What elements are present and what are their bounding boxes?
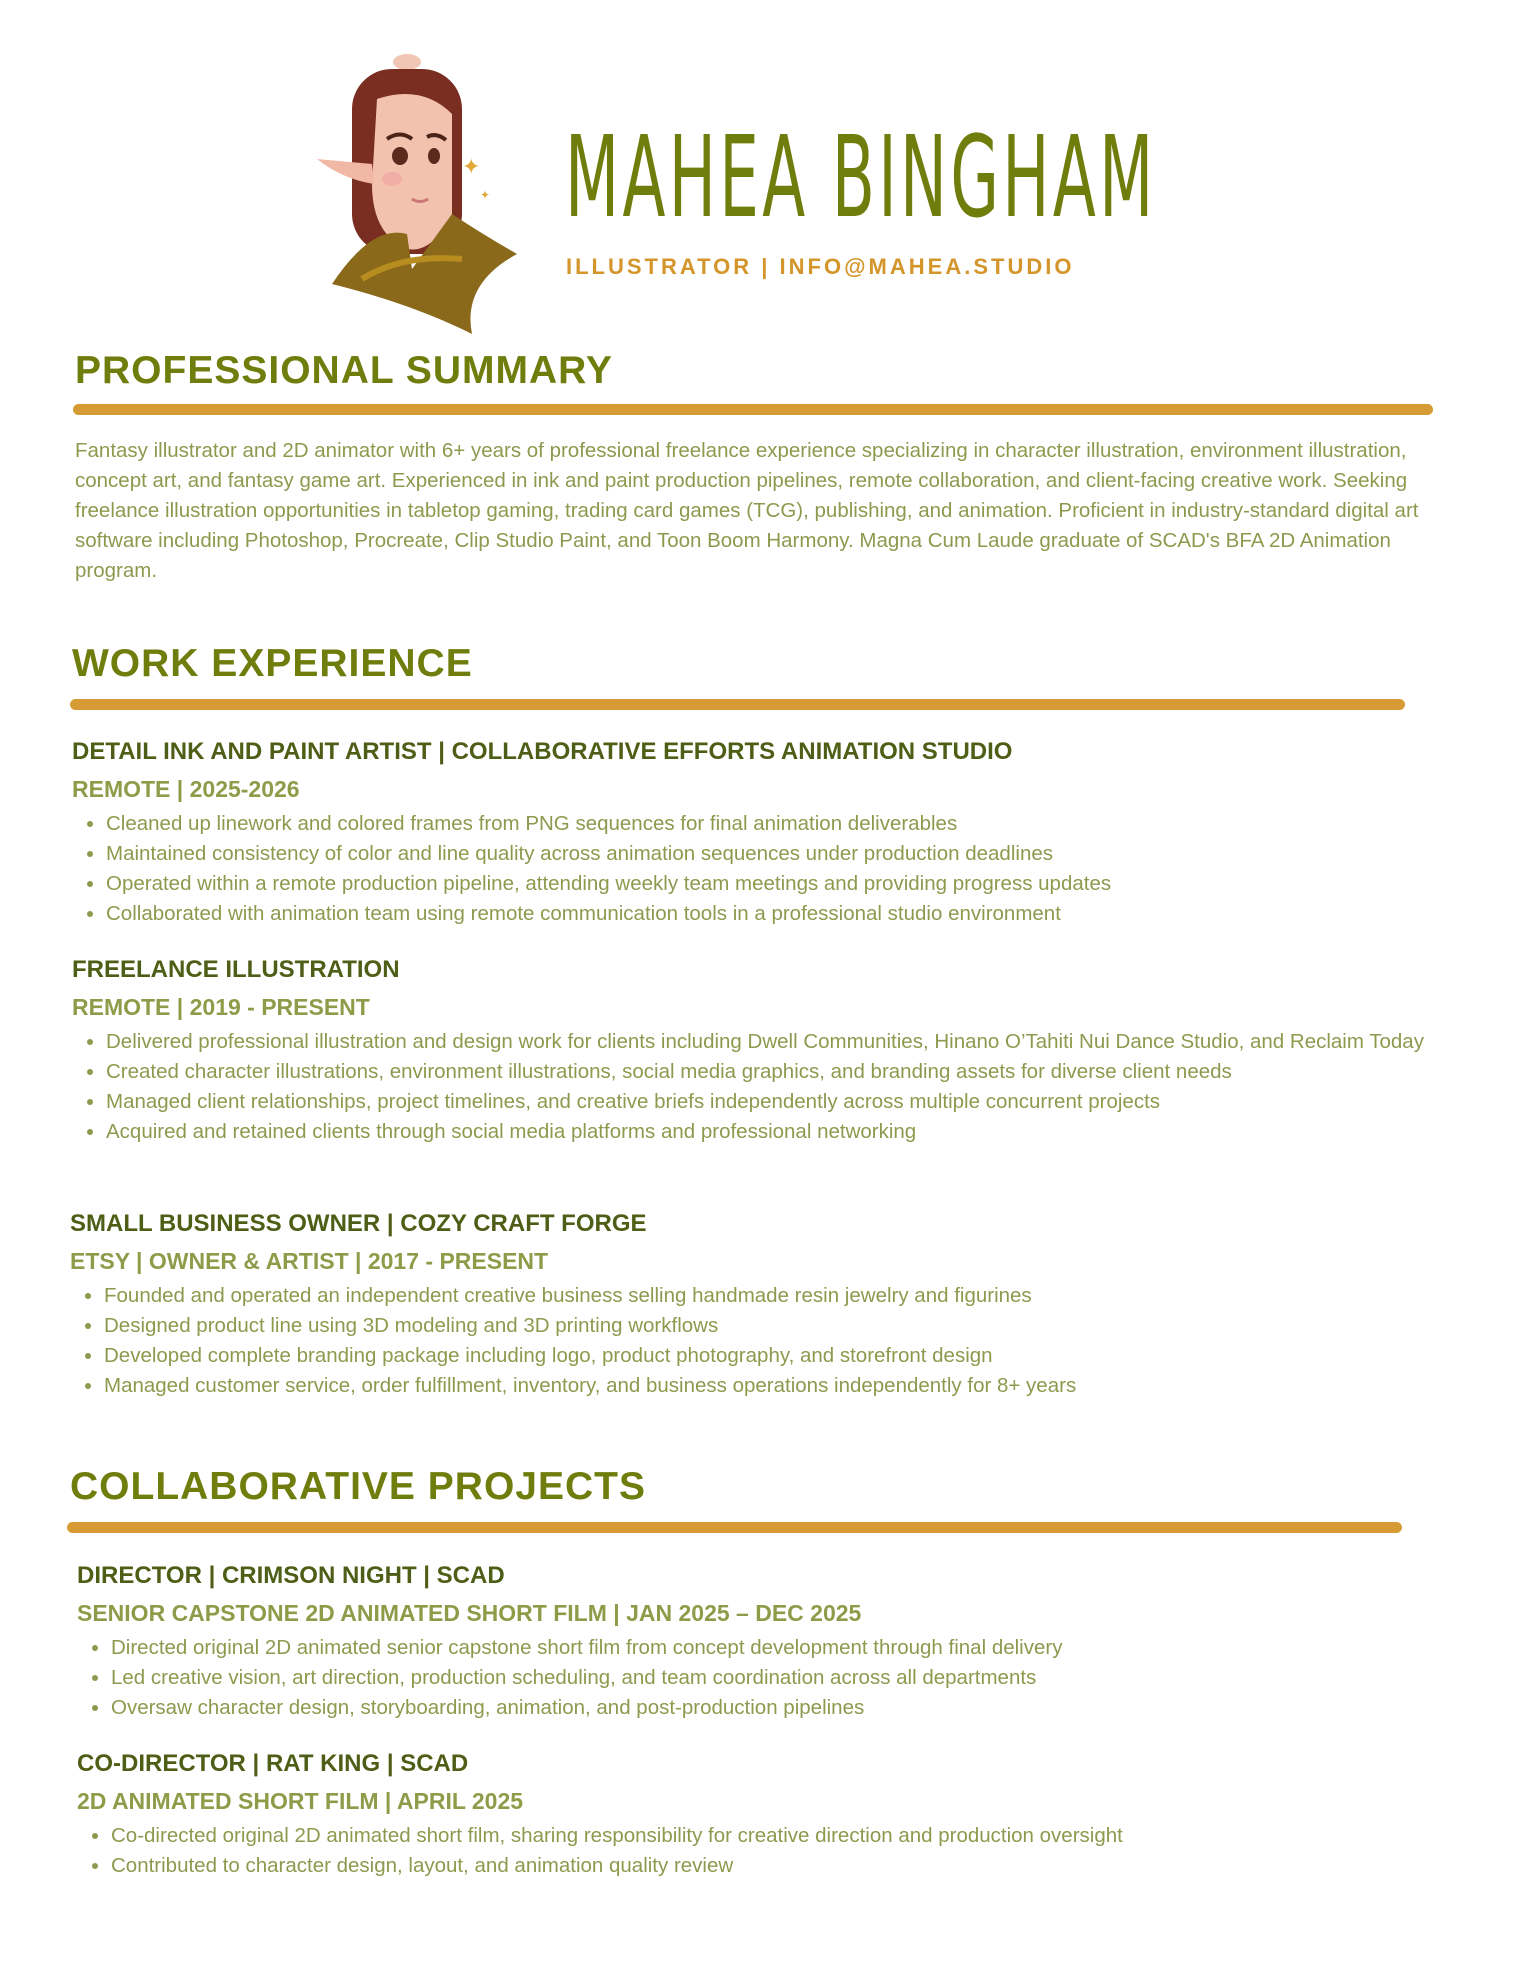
bullet-item: • Acquired and retained clients through social media platforms and professional networking — [106, 1117, 1432, 1147]
bullet-item: • Maintained consistency of color and line quality across animation sequences under production deadlines — [106, 839, 1432, 869]
projects-heading: COLLABORATIVE PROJECTS — [70, 1465, 646, 1508]
portrait-illustration — [312, 44, 527, 334]
job-bullets — [72, 809, 1432, 929]
project-subtitle: 2D ANIMATED SHORT FILM | APRIL 2025 — [77, 1788, 524, 1814]
job-bullets — [72, 1027, 1432, 1147]
job-subtitle: REMOTE | 2025-2026 — [72, 776, 300, 802]
mouse-icon — [393, 54, 421, 70]
bullet-item: • Managed client relationships, project timelines, and creative briefs independently across multiple concurrent projects — [106, 1087, 1432, 1117]
job-subtitle: REMOTE | 2019 - PRESENT — [72, 994, 370, 1020]
project-subtitle: SENIOR CAPSTONE 2D ANIMATED SHORT FILM | JAN 2025 – DEC 2025 — [77, 1600, 862, 1626]
bullet-item: • Cleaned up linework and colored frames from PNG sequences for final animation deliverables — [106, 809, 1432, 839]
project-title: DIRECTOR | CRIMSON NIGHT | SCAD — [77, 1562, 505, 1589]
divider-bar — [67, 1522, 1402, 1533]
bullet-item: • Directed original 2D animated senior capstone short film from concept development through final delivery — [111, 1633, 1437, 1663]
divider-bar — [73, 404, 1433, 415]
bullet-item: • Contributed to character design, layout, and animation quality review — [111, 1851, 1437, 1881]
summary-text: Fantasy illustrator and 2D animator with 6+ years of professional freelance experience specializing in character illustration, environment illustration, concept art, and fantasy game art. Experienced in ink and paint production pipelines, remote collaboration, and client-facing creative work. Seeking freelance illustration opportunities in tabletop gaming, trading card games (TCG), publishing, and animation. Proficient in industry-standard digital art software including Photoshop, Procreate, Clip Studio Paint, and Toon Boom Harmony. Magna Cum Laude graduate of SCAD's BFA 2D Animation program. — [75, 439, 1419, 582]
face — [372, 94, 452, 250]
project-entry — [77, 1561, 1437, 1723]
job-subtitle: ETSY | OWNER & ARTIST | 2017 - PRESENT — [70, 1248, 549, 1274]
job-entry — [70, 1209, 1430, 1401]
bullet-item: • Co-directed original 2D animated short film, sharing responsibility for creative direction and production oversight — [111, 1821, 1437, 1851]
job-title: DETAIL INK AND PAINT ARTIST | COLLABORATIVE EFFORTS ANIMATION STUDIO — [72, 738, 1013, 765]
bullet-item: • Managed customer service, order fulfillment, inventory, and business operations independently for 8+ years — [104, 1371, 1430, 1401]
bullet-item: • Created character illustrations, environment illustrations, social media graphics, and branding assets for diverse client needs — [106, 1057, 1432, 1087]
job-title: SMALL BUSINESS OWNER | COZY CRAFT FORGE — [70, 1210, 647, 1237]
job-entry — [72, 955, 1432, 1147]
project-bullets — [77, 1821, 1437, 1881]
bullet-item: • Operated within a remote production pipeline, attending weekly team meetings and providing progress updates — [106, 869, 1432, 899]
job-entry — [72, 737, 1432, 929]
bullet-item: • Oversaw character design, storyboarding, animation, and post-production pipelines — [111, 1693, 1437, 1723]
summary-heading: PROFESSIONAL SUMMARY — [75, 349, 613, 392]
sparkle-icon: ✦ — [462, 154, 481, 179]
project-entry — [77, 1749, 1437, 1881]
bullet-item: • Led creative vision, art direction, production scheduling, and team coordination across all departments — [111, 1663, 1437, 1693]
name-title: MAHEA BINGHAM — [565, 113, 1157, 243]
tagline: ILLUSTRATOR | INFO@MAHEA.STUDIO — [566, 254, 1075, 279]
work-heading: WORK EXPERIENCE — [72, 642, 473, 685]
bullet-item: • Delivered professional illustration and design work for clients including Dwell Communities, Hinano O’Tahiti Nui Dance Studio, and Reclaim Today — [106, 1027, 1432, 1057]
bullet-item: • Founded and operated an independent creative business selling handmade resin jewelry and figurines — [104, 1281, 1430, 1311]
divider-bar — [70, 699, 1405, 710]
sparkle-icon: ✦ — [480, 188, 491, 202]
bullet-item: • Developed complete branding package including logo, product photography, and storefront design — [104, 1341, 1430, 1371]
bullet-item: • Designed product line using 3D modeling and 3D printing workflows — [104, 1311, 1430, 1341]
job-title: FREELANCE ILLUSTRATION — [72, 956, 400, 983]
project-bullets — [77, 1633, 1437, 1723]
project-title: CO-DIRECTOR | RAT KING | SCAD — [77, 1750, 469, 1777]
job-bullets — [70, 1281, 1430, 1401]
bullet-item: • Collaborated with animation team using remote communication tools in a professional studio environment — [106, 899, 1432, 929]
